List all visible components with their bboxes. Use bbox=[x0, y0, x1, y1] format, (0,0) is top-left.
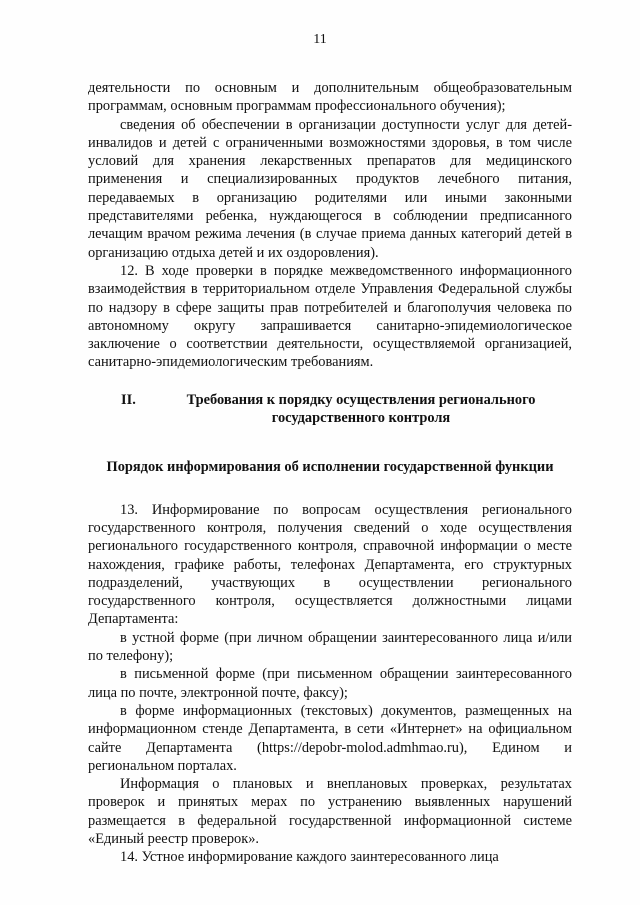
paragraph: в форме информационных (текстовых) документов, размещенных на информационном стенде Департамента, в сети «Интернет» на официальном сайте Департамента (https://depobr-molod.admhmao.ru), Едином и региональном порталах. bbox=[88, 702, 572, 774]
paragraph: в устной форме (при личном обращении заинтересованного лица и/или по телефону); bbox=[88, 629, 572, 665]
section-heading bbox=[88, 391, 572, 428]
paragraph: 14. Устное информирование каждого заинтересованного лица bbox=[120, 849, 499, 866]
paragraph: 12. В ходе проверки в порядке межведомственного информационного взаимодействия в территориальном отделе Управления Федеральной службы по надзору в сфере защиты прав потребителей и благополучия человека по автономному округу запрашивается санитарно-эпидемиологическое заключение о соответствии деятельности, осуществляемой организацией, санитарно-эпидемиологическим требованиям. bbox=[88, 262, 572, 371]
page-number: 11 bbox=[313, 32, 327, 47]
paragraph: сведения об обеспечении в организации доступности услуг для детей-инвалидов и детей с ограниченными возможностями здоровья, в том числе условий для хранения лекарственных препаратов для медицинского применения и специализированных продуктов лечебного питания, передаваемых в организацию родителями или иными законными представителями ребенка, нуждающегося в соблюдении предписанного лечащим врачом режима лечения (в случае приема данных категорий детей в организацию отдыха детей и их оздоровления). bbox=[88, 116, 572, 261]
paragraph: 13. Информирование по вопросам осуществления регионального государственного контроля, получения сведений о ходе осуществления регионального государственного контроля, справочной информации о месте нахождения, графике работы, телефонах Департамента, его структурных подразделений, участвующих в осуществлении регионального государственного контроля, осуществляется должностными лицами Департамента: bbox=[88, 501, 572, 628]
document-body bbox=[88, 79, 572, 867]
paragraph: в письменной форме (при письменном обращении заинтересованного лица по почте, электронной почте, факсу); bbox=[88, 666, 572, 701]
subsection-heading: Порядок информирования об исполнении государственной функции bbox=[106, 459, 554, 476]
section-number: II. bbox=[121, 391, 136, 408]
paragraph: Информация о плановых и внеплановых проверках, результатах проверок и принятых мерах по устранению выявленных нарушений размещается в федеральной государственной информационной системе «Единый реестр проверок». bbox=[88, 776, 572, 847]
paragraph: деятельности по основным и дополнительным общеобразовательным программам, основным программам профессионального обучения); bbox=[88, 80, 572, 115]
section-title: Требования к порядку осуществления регионального государственного контроля bbox=[186, 391, 536, 427]
